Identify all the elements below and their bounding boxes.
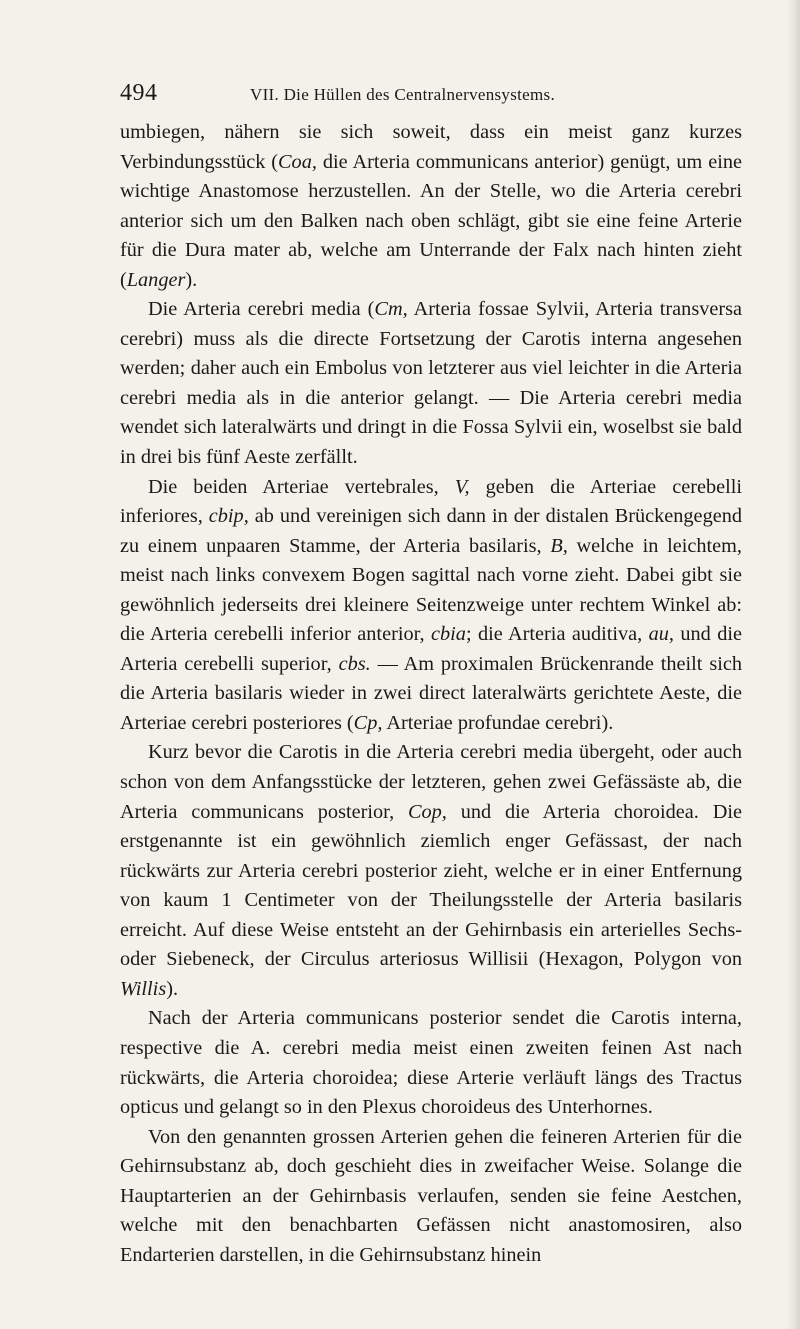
text-run: Kurz bevor die Carotis in die Arteria cerebri media übergeht, oder auch schon von dem Anfangsstücke der letzteren, gehen zwei Gefässäste ab, die Arteria communicans posterior, bbox=[120, 741, 742, 823]
italic-reference: cbip, bbox=[208, 505, 249, 528]
italic-reference: cbs. bbox=[338, 652, 371, 675]
italic-reference: B, bbox=[550, 534, 568, 557]
text-run: die Arteria communicans anterior) genügt, um eine wichtige Anastomose herzustellen. An der Stelle, wo die Arteria cerebri anterior sich um den Balken nach oben schlägt, gibt sie eine feine Arterie für die Dura mater ab, welche am Unterrande der Falx nach hinten zieht ( bbox=[120, 150, 742, 291]
text-run: ). bbox=[185, 268, 198, 291]
paragraph bbox=[120, 1123, 742, 1271]
text-run: und die Arteria choroidea. Die erstgenannte ist ein gewöhnlich ziemlich enger Gefässast, der nach rückwärts zur Arteria cerebri posterior zieht, welche er in einer Entfernung von kaum 1 Centimeter von der Theilungsstelle der Arteria basilaris erreicht. Auf diese Weise entsteht an der Gehirnbasis ein arterielles Sechs- oder Siebeneck, der Circulus arteriosus Willisii (Hexagon, Polygon von bbox=[120, 800, 742, 971]
italic-reference: Coa, bbox=[278, 150, 317, 173]
page-header bbox=[120, 76, 740, 116]
text-run: ). bbox=[166, 977, 179, 1000]
running-head: VII. Die Hüllen des Centralnervensystems. bbox=[250, 85, 556, 104]
body-text bbox=[120, 118, 742, 1270]
text-run: ab und vereinigen sich dann in der distalen Brückengegend zu einem unpaaren Stamme, der Arteria basilaris, bbox=[120, 505, 742, 557]
italic-reference: Willis bbox=[120, 977, 167, 1000]
text-run: und die Arteria cerebelli superior, bbox=[120, 623, 742, 675]
paragraph bbox=[120, 1004, 742, 1122]
text-run: Arteria fossae Sylvii, Arteria transversa cerebri) muss als die directe Fortsetzung der Carotis interna angesehen werden; daher auch ein Embolus von letzterer aus viel leichter in die Arteria cerebri media als in die anterior gelangt. — Die Arteria cerebri media wendet sich lateralwärts und dringt in die Fossa Sylvii ein, woselbst sie bald in drei bis fünf Aeste zerfällt. bbox=[120, 298, 743, 469]
text-run: — Am proximalen Brückenrande theilt sich die Arteria basilaris wieder in zwei direct lateralwärts gerichtete Aeste, die Arteriae cerebri posteriores ( bbox=[120, 652, 742, 734]
italic-reference: au, bbox=[648, 623, 674, 646]
paragraph bbox=[120, 738, 742, 1004]
text-run: umbiegen, nähern sie sich soweit, dass ein meist ganz kurzes Verbindungsstück ( bbox=[120, 121, 742, 173]
italic-reference: cbia bbox=[431, 623, 466, 646]
text-run: Arteriae profundae cerebri). bbox=[382, 711, 614, 734]
text-run: Nach der Arteria communicans posterior sendet die Carotis interna, respective die A. cerebri media meist einen zweiten feinen Ast nach rückwärts, die Arteria choroidea; diese Arterie verläuft längs des Tractus opticus und gelangt so in den Plexus choroideus des Unterhornes. bbox=[120, 1007, 742, 1119]
italic-reference: Cm, bbox=[374, 298, 408, 321]
text-run: Die beiden Arteriae vertebrales, bbox=[148, 475, 455, 498]
paragraph bbox=[120, 295, 742, 472]
italic-reference: Cop, bbox=[408, 800, 447, 823]
italic-reference: Langer bbox=[126, 268, 186, 291]
paragraph bbox=[120, 473, 742, 739]
text-run: geben die Arteriae cerebelli inferiores, bbox=[120, 475, 742, 528]
text-run: Von den genannten grossen Arterien gehen die feineren Arterien für die Gehirnsubstanz ab, doch geschieht dies in zweifacher Weise. Solange die Hauptarterien an der Gehirnbasis verlaufen, senden sie feine Aestchen, welche mit den benachbarten Gefässen nicht anastomosiren, also Endarterien darstellen, in die Gehirnsubstanz hinein bbox=[120, 1125, 742, 1266]
italic-reference: V, bbox=[454, 475, 470, 498]
text-run: Die Arteria cerebri media ( bbox=[148, 298, 375, 321]
page-edge-shadow bbox=[786, 0, 800, 1329]
italic-reference: Cp, bbox=[353, 711, 383, 734]
page-number: 494 bbox=[120, 80, 158, 106]
text-run: ; die Arteria auditiva, bbox=[465, 623, 649, 646]
paragraph bbox=[120, 118, 742, 295]
text-run: welche in leichtem, meist nach links convexem Bogen sagittal nach vorne zieht. Dabei gibt sie gewöhnlich jederseits drei kleinere Seitenzweige unter rechtem Winkel ab: die Arteria cerebelli inferior anterior, bbox=[120, 534, 742, 646]
